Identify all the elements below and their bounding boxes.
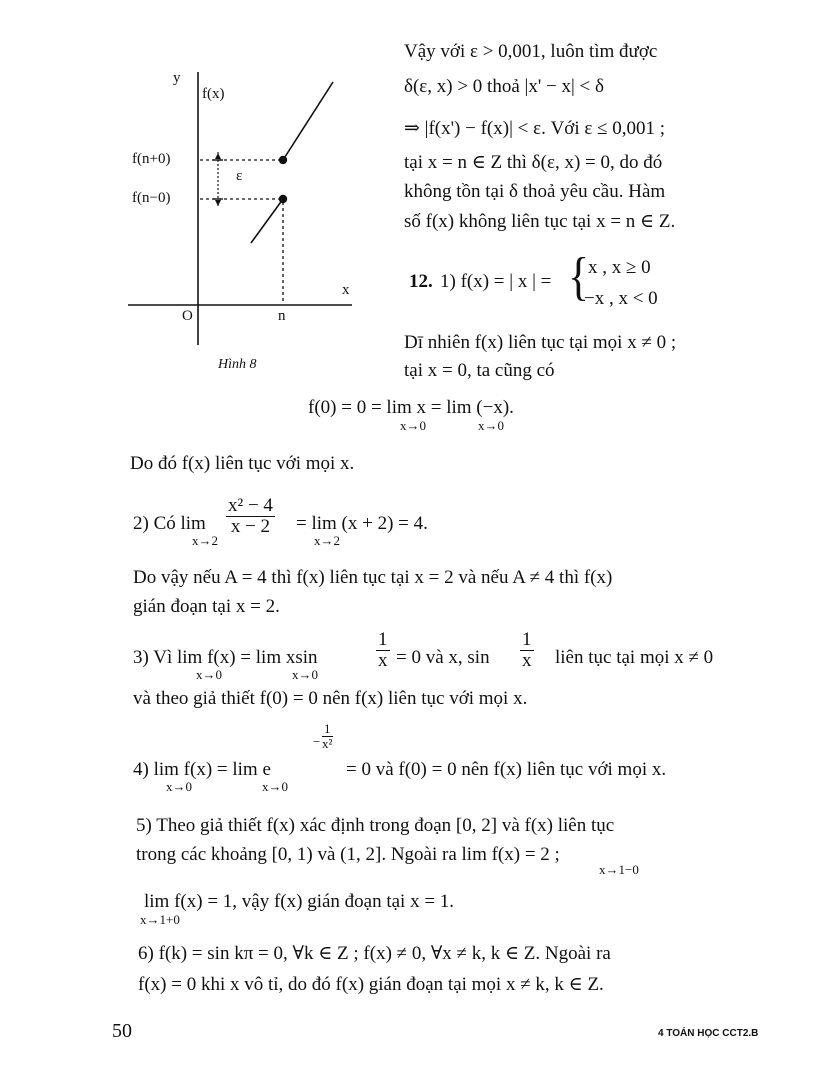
- right-line-6: số f(x) không liên tục tại x = n ∈ Z.: [404, 211, 676, 232]
- footer-brand: 4 TOÁN HỌC CCT2.B: [658, 1028, 759, 1039]
- right-line-2: δ(ε, x) > 0 thoả |x' − x| < δ: [404, 76, 604, 97]
- p2-prefix: 2) Có lim: [133, 513, 206, 534]
- p1-conclusion: Do đó f(x) liên tục với mọi x.: [130, 453, 355, 474]
- graph-lower-segment: [251, 199, 283, 243]
- eq-f0-limit: f(0) = 0 = lim x = lim (−x).: [308, 397, 514, 418]
- fig-n-label: n: [278, 308, 286, 324]
- p2-line-3: gián đoạn tại x = 2.: [133, 596, 280, 617]
- p2-fraction: [226, 496, 275, 537]
- cases-brace: {: [568, 247, 590, 306]
- page-number: 50: [112, 1020, 132, 1042]
- p5-sub-a: x→1−0: [599, 862, 639, 877]
- right-line-7: Dī nhiên f(x) liên tục tại mọi x ≠ 0 ;: [404, 332, 677, 353]
- figure-caption: Hình 8: [218, 357, 257, 372]
- fig-origin-label: O: [182, 308, 193, 324]
- right-line-8: tại x = 0, ta cũng có: [404, 360, 555, 381]
- p2-line-2: Do vậy nếu A = 4 thì f(x) liên tục tại x = 2 và nếu A ≠ 4 thì f(x): [133, 567, 613, 588]
- p2-frac-den: x − 2: [230, 516, 271, 537]
- right-line-4: tại x = n ∈ Z thì δ(ε, x) = 0, do đó: [404, 152, 663, 173]
- p2-frac-num: x² − 4: [228, 495, 273, 516]
- fig-f-n-plus-label: f(n+0): [132, 151, 171, 167]
- right-line-5: không tồn tại δ thoả yêu cầu. Hàm: [404, 181, 666, 202]
- p3-line-2: và theo giả thiết f(0) = 0 nên f(x) liên tục với mọi x.: [133, 688, 528, 709]
- p3-mid: = 0 và x, sin: [396, 647, 490, 668]
- p2-sub-2: x→2: [314, 533, 340, 548]
- p3-fraction-1: $\frac{1}{x}$: [378, 629, 388, 671]
- fig-y-label: y: [173, 70, 181, 86]
- p3-sub-2: x→0: [292, 667, 318, 682]
- p4-rest: = 0 và f(0) = 0 nên f(x) liên tục với mọi x.: [346, 759, 667, 780]
- p4-sub-2: x→0: [262, 779, 288, 794]
- p3-rest: liên tục tại mọi x ≠ 0: [555, 647, 714, 668]
- point-f-n-minus: [279, 195, 287, 203]
- point-f-n-plus: [279, 156, 287, 164]
- right-line-1: Vậy với ε > 0,001, luôn tìm được: [404, 41, 658, 62]
- figure-hinh-8: [120, 60, 370, 360]
- p5-line-1: 5) Theo giả thiết f(x) xác định trong đoạn [0, 2] và f(x) liên tục: [136, 815, 615, 836]
- eq-f0-sub-2: x→0: [478, 418, 504, 433]
- p6-line-2: f(x) = 0 khi x vô tỉ, do đó f(x) gián đoạn tại mọi x ≠ k, k ∈ Z.: [138, 974, 604, 995]
- p4-sub-1: x→0: [166, 779, 192, 794]
- p5-line-2: trong các khoảng [0, 1) và (1, 2]. Ngoài ra lim f(x) = 2 ;: [136, 844, 560, 865]
- eq-f0-sub-1: x→0: [400, 418, 426, 433]
- case-2: −x , x < 0: [584, 288, 658, 309]
- p2-rest: = lim (x + 2) = 4.: [296, 513, 428, 534]
- p4-exp-minus: −: [313, 734, 321, 749]
- case-1: x , x ≥ 0: [588, 257, 651, 278]
- right-line-3: ⇒ |f(x') − f(x)| < ε. Với ε ≤ 0,001 ;: [404, 118, 666, 139]
- p3-fraction-2: $\frac{1}{x}$: [522, 629, 532, 671]
- problem-12-lhs: 1) f(x) = | x | =: [440, 271, 552, 292]
- p3-prefix: 3) Vì lim f(x) = lim xsin: [133, 647, 318, 668]
- p3-sub-1: x→0: [196, 667, 222, 682]
- p4-prefix: 4) lim f(x) = lim e: [133, 759, 271, 780]
- p5-line-3: lim f(x) = 1, vậy f(x) gián đoạn tại x = 1.: [144, 891, 455, 912]
- problem-12-number: 12.: [409, 271, 433, 292]
- p6-line-1: 6) f(k) = sin kπ = 0, ∀k ∈ Z ; f(x) ≠ 0, ∀x ≠ k, k ∈ Z. Ngoài ra: [138, 943, 611, 964]
- p4-exponent-fraction: $\frac{1}{\text{x²}}$: [322, 721, 333, 751]
- fig-epsilon-label: ε: [236, 168, 243, 184]
- p2-sub-1: x→2: [192, 533, 218, 548]
- graph-upper-segment: [283, 82, 333, 160]
- p5-sub-b: x→1+0: [140, 912, 180, 927]
- fig-x-label: x: [342, 282, 350, 298]
- fig-f-n-minus-label: f(n−0): [132, 190, 171, 206]
- fig-fx-label: f(x): [202, 86, 225, 102]
